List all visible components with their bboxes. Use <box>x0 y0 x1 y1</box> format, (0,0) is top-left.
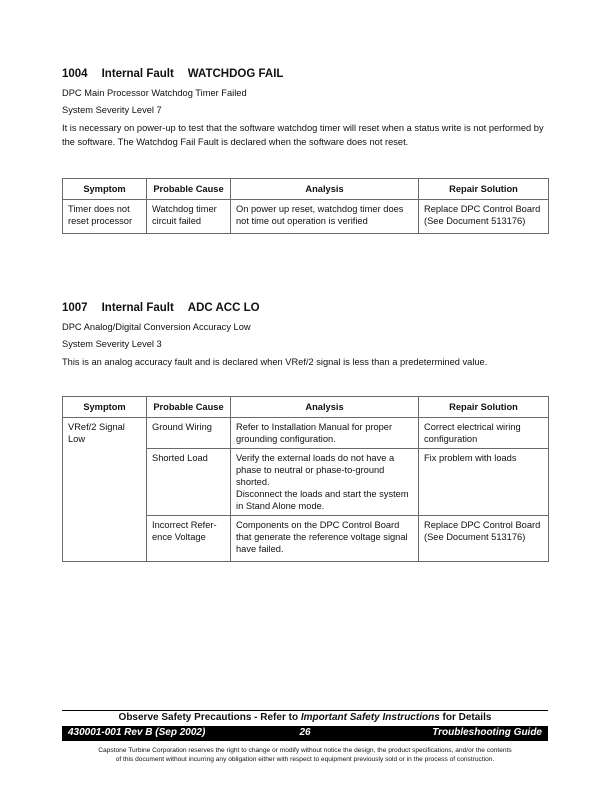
table-header-row <box>63 397 549 418</box>
guide-title: Troubleshooting Guide <box>432 727 542 738</box>
fault-1007-table <box>62 396 549 562</box>
fault-1004-title <box>62 68 548 80</box>
fault-name: WATCHDOG FAIL <box>187 68 284 80</box>
header-repair-solution: Repair Solution <box>419 179 549 200</box>
analysis-cell: Refer to Installation Manual for proper grounding configuration. <box>231 418 419 449</box>
disclaimer-line: of this document without incurring any obligation either with respect to equipment previously sold or in the process of construction. <box>115 756 495 763</box>
header-symptom: Symptom <box>63 179 147 200</box>
cause-cell: Incorrect Refer-ence Voltage <box>147 516 231 562</box>
safety-suffix: for Details <box>439 712 492 723</box>
severity-level: System Severity Level 7 <box>62 105 162 115</box>
cause-cell: Ground Wiring <box>147 418 231 449</box>
symptom-cell: Timer does not reset processor <box>63 200 147 234</box>
fault-description: DPC Analog/Digital Conversion Accuracy Low <box>62 322 251 332</box>
fault-1004-table <box>62 178 549 234</box>
footer-divider <box>62 710 548 711</box>
table-row <box>63 418 549 449</box>
fault-description: DPC Main Processor Watchdog Timer Failed <box>62 88 247 98</box>
table-header-row <box>63 179 549 200</box>
repair-cell: Correct electrical wiring configuration <box>419 418 549 449</box>
cause-cell: Shorted Load <box>147 449 231 516</box>
repair-cell: Replace DPC Control Board (See Document 513176) <box>419 516 549 562</box>
fault-explanation: This is an analog accuracy fault and is declared when VRef/2 signal is less than a predetermined value. <box>62 357 488 367</box>
fault-code: 1007 <box>62 302 88 314</box>
page-number: 26 <box>299 727 311 738</box>
disclaimer-line: Capstone Turbine Corporation reserves the right to change or modify without notice the design, the product specifications, and/or the contents <box>98 747 512 754</box>
fault-type: Internal Fault <box>101 302 174 314</box>
analysis-line: Disconnect the loads and start the system in Stand Alone mode. <box>236 489 409 511</box>
analysis-cell: Components on the DPC Control Board that generate the reference voltage signal have failed. <box>231 516 419 562</box>
fault-name: ADC ACC LO <box>187 302 260 314</box>
repair-cell: Replace DPC Control Board (See Document 513176) <box>419 200 549 234</box>
header-probable-cause: Probable Cause <box>147 179 231 200</box>
safety-prefix: Observe Safety Precautions - Refer to <box>118 712 301 723</box>
safety-notice <box>62 712 548 723</box>
fault-type: Internal Fault <box>101 68 174 80</box>
fault-1007-section <box>62 302 548 369</box>
cause-cell: Watchdog timer circuit failed <box>147 200 231 234</box>
table-row <box>63 200 549 234</box>
legal-disclaimer <box>62 746 548 764</box>
header-probable-cause: Probable Cause <box>147 397 231 418</box>
repair-cell: Fix problem with loads <box>419 449 549 516</box>
fault-1004-section <box>62 68 548 149</box>
symptom-cell: VRef/2 Signal Low <box>63 418 147 562</box>
analysis-cell <box>231 449 419 516</box>
header-symptom: Symptom <box>63 397 147 418</box>
safety-instructions-reference: Important Safety Instructions <box>300 712 440 723</box>
document-number: 430001-001 Rev B (Sep 2002) <box>68 727 206 738</box>
header-analysis: Analysis <box>231 179 419 200</box>
header-analysis: Analysis <box>231 397 419 418</box>
footer-bar <box>62 726 548 741</box>
severity-level: System Severity Level 3 <box>62 339 162 349</box>
analysis-cell: On power up reset, watchdog timer does not time out operation is verified <box>231 200 419 234</box>
fault-explanation: It is necessary on power-up to test that the software watchdog timer will reset when a status write is not performed by the software. The Watchdog Fail Fault is declared when the software does not reset. <box>62 123 544 147</box>
header-repair-solution: Repair Solution <box>419 397 549 418</box>
analysis-line: Verify the external loads do not have a phase to neutral or phase-to-ground shorted. <box>236 453 395 487</box>
fault-code: 1004 <box>62 68 88 80</box>
fault-1007-title <box>62 302 548 314</box>
